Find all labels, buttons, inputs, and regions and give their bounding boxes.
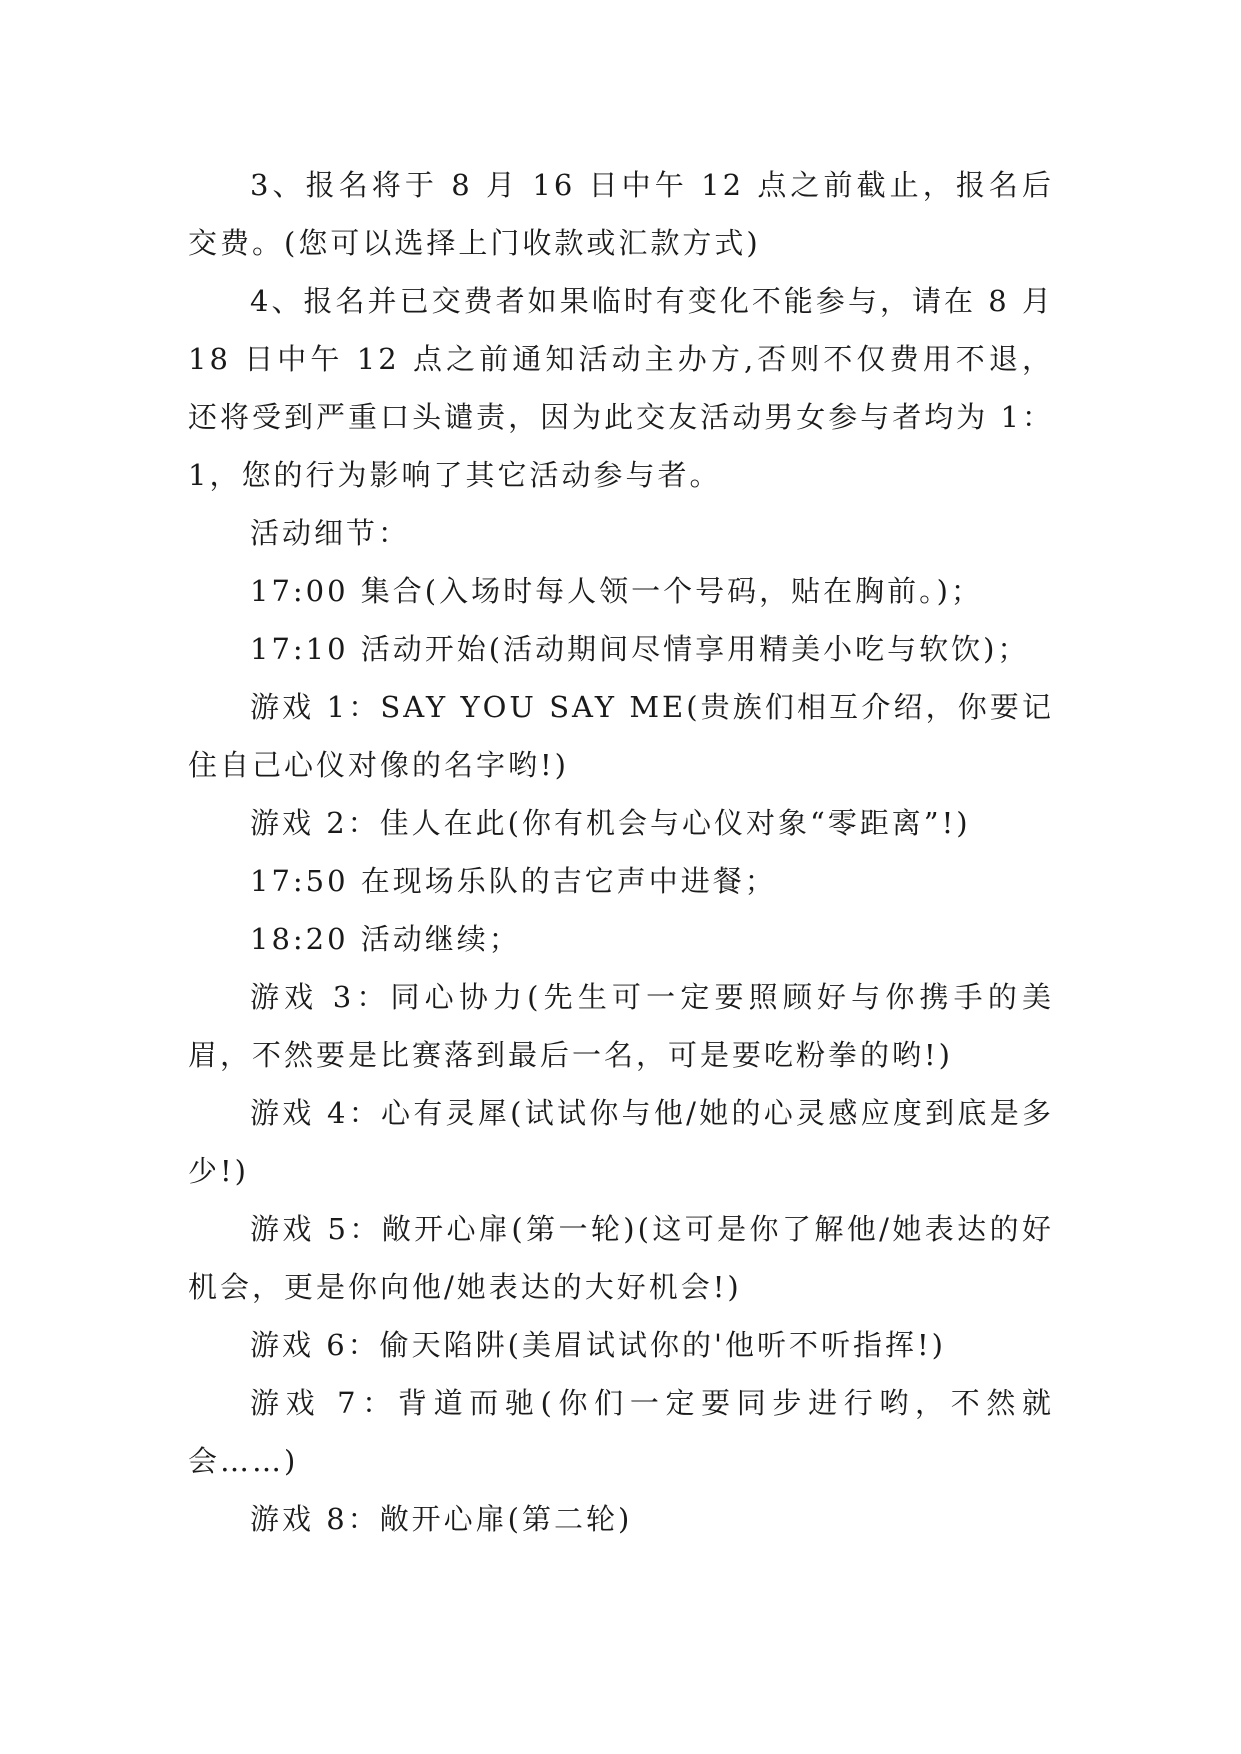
paragraph-game-8: 游戏 8：敞开心扉(第二轮) xyxy=(250,1502,633,1536)
document-body xyxy=(188,156,1054,1548)
paragraph-schedule-1700: 17:00 集合(入场时每人领一个号码，贴在胸前。)； xyxy=(250,574,983,608)
paragraph-game-4: 游戏 4：心有灵犀(试试你与他/她的心灵感应度到底是多少!) xyxy=(188,1096,1054,1188)
paragraph-activity-details-heading: 活动细节： xyxy=(250,516,411,550)
paragraph-game-1: 游戏 1：SAY YOU SAY ME(贵族们相互介绍，你要记住自己心仪对像的名字哟!) xyxy=(188,690,1054,782)
paragraph-registration-deadline: 3、报名将于 8 月 16 日中午 12 点之前截止，报名后交费。(您可以选择上门收款或汇款方式) xyxy=(188,168,1054,260)
paragraph-schedule-1820: 18:20 活动继续； xyxy=(250,922,521,956)
paragraph-cancellation-policy: 4、报名并已交费者如果临时有变化不能参与，请在 8 月 18 日中午 12 点之前通知活动主办方,否则不仅费用不退，还将受到严重口头谴责，因为此交友活动男女参与者均为 1：1，您的行为影响了其它活动参与者。 xyxy=(188,284,1054,492)
paragraph-game-5: 游戏 5：敞开心扉(第一轮)(这可是你了解他/她表达的好机会，更是你向他/她表达的大好机会!) xyxy=(188,1212,1054,1304)
paragraph-game-2: 游戏 2：佳人在此(你有机会与心仪对象“零距离”!) xyxy=(250,806,971,840)
paragraph-game-7: 游戏 7：背道而驰(你们一定要同步进行哟，不然就会……) xyxy=(188,1386,1054,1478)
paragraph-schedule-1710: 17:10 活动开始(活动期间尽情享用精美小吃与软饮)； xyxy=(250,632,1030,666)
paragraph-game-3: 游戏 3：同心协力(先生可一定要照顾好与你携手的美眉，不然要是比赛落到最后一名，可是要吃粉拳的哟!) xyxy=(188,980,1054,1072)
paragraph-schedule-1750: 17:50 在现场乐队的吉它声中进餐； xyxy=(250,864,777,898)
paragraph-game-6: 游戏 6：偷天陷阱(美眉试试你的'他听不听指挥!) xyxy=(250,1328,946,1362)
